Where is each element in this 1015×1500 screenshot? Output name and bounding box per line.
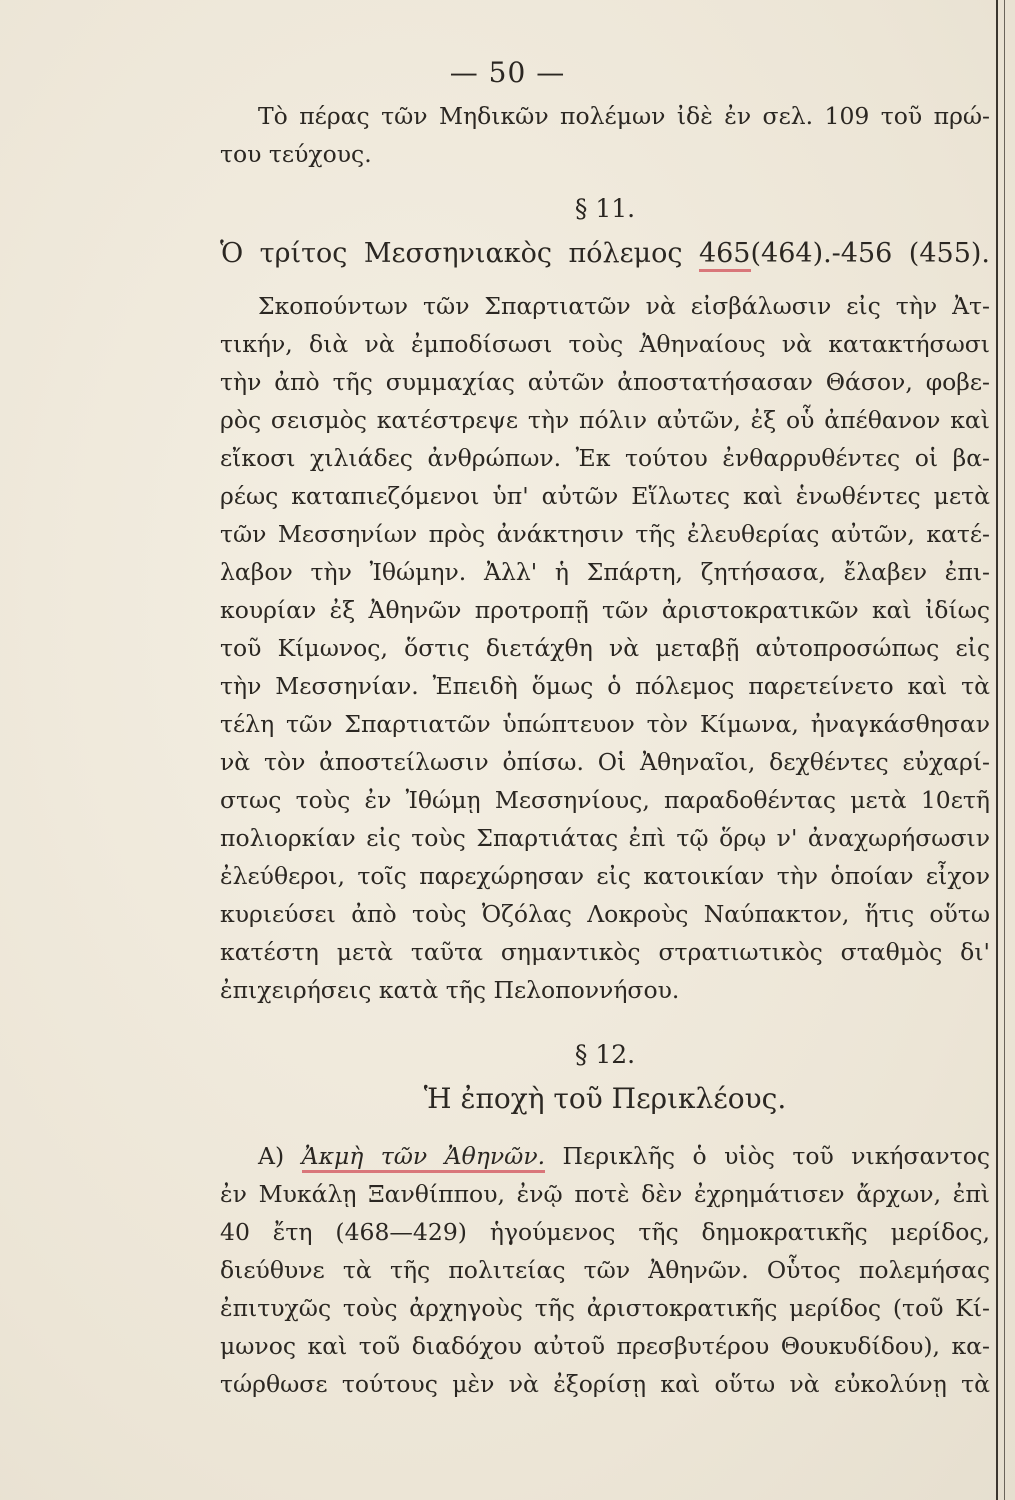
- body-line: μωνος καὶ τοῦ διαδόχου αὐτοῦ πρεσβυτέρου Θουκυδίδου), κα-: [220, 1332, 990, 1360]
- intro-line: Τὸ πέρας τῶν Μηδικῶν πολέμων ἰδὲ ἐν σελ. 109 τοῦ πρώ-: [258, 102, 990, 130]
- page-edge-rule-outer: [1004, 0, 1005, 1500]
- body-line-rest: Περικλῆς ὁ υἱὸς τοῦ νικήσαντος: [545, 1142, 990, 1170]
- intro-line: του τεύχους.: [220, 140, 372, 168]
- body-line: ἐν Μυκάλῃ Ξανθίππου, ἐνῷ ποτὲ δὲν ἐχρημάτισεν ἄρχων, ἐπὶ: [220, 1180, 990, 1208]
- body-line: τικήν, διὰ νὰ ἐμποδίσωσι τοὺς Ἀθηναίους νὰ κατακτήσωσι: [220, 330, 990, 358]
- body-line: τὴν Μεσσηνίαν. Ἐπειδὴ ὅμως ὁ πόλεμος παρετείνετο καὶ τὰ: [220, 672, 990, 700]
- body-line: λαβον τὴν Ἰθώμην. Ἀλλ' ἡ Σπάρτη, ζητήσασα, ἔλαβεν ἐπι-: [220, 558, 990, 586]
- body-line: ἐλεύθεροι, τοῖς παρεχώρησαν εἰς κατοικίαν τὴν ὁποίαν εἶχον: [220, 862, 990, 890]
- section-title-year: 465: [699, 238, 751, 272]
- body-line: τώρθωσε τούτους μὲν νὰ ἐξορίσῃ καὶ οὕτω νὰ εὐκολύνῃ τὰ: [220, 1370, 990, 1398]
- section-number: § 12.: [574, 1040, 636, 1069]
- body-line: Σκοπούντων τῶν Σπαρτιατῶν νὰ εἰσβάλωσιν εἰς τὴν Ἀτ-: [258, 292, 990, 320]
- page-edge-rule: [996, 0, 998, 1500]
- section-title-end: (464).-456 (455).: [750, 238, 990, 269]
- body-line: ρέως καταπιεζόμενοι ὑπ' αὐτῶν Εἵλωτες καὶ ἑνωθέντες μετὰ: [220, 482, 990, 510]
- body-line: τῶν Μεσσηνίων πρὸς ἀνάκτησιν τῆς ἐλευθερίας αὐτῶν, κατέ-: [220, 520, 990, 548]
- body-line: εἴκοσι χιλιάδες ἀνθρώπων. Ἐκ τούτου ἐνθαρρυθέντες οἱ βα-: [220, 444, 990, 472]
- body-line: κατέστη μετὰ ταῦτα σημαντικὸς στρατιωτικὸς σταθμὸς δι': [220, 938, 990, 966]
- section-number: § 11.: [574, 194, 636, 223]
- body-line: κουρίαν ἐξ Ἀθηνῶν προτροπῇ τῶν ἀριστοκρατικῶν καὶ ἰδίως: [220, 596, 990, 624]
- subsection-label: Α): [258, 1142, 302, 1170]
- page-number: — 50 —: [449, 56, 566, 89]
- body-line: ἐπιχειρήσεις κατὰ τῆς Πελοποννήσου.: [220, 976, 680, 1004]
- body-line: τὴν ἀπὸ τῆς συμμαχίας αὐτῶν ἀποστατήσασαν Θάσον, φοβε-: [220, 368, 990, 396]
- section-title: [220, 238, 990, 269]
- body-line: ἐπιτυχῶς τοὺς ἀρχηγοὺς τῆς ἀριστοκρατικῆς μερίδος (τοῦ Κί-: [220, 1294, 990, 1322]
- body-line-first: [258, 1142, 990, 1170]
- body-line: διεύθυνε τὰ τῆς πολιτείας τῶν Ἀθηνῶν. Οὗτος πολεμήσας: [220, 1256, 990, 1284]
- body-line: νὰ τὸν ἀποστείλωσιν ὀπίσω. Οἱ Ἀθηναῖοι, δεχθέντες εὐχαρί-: [220, 748, 990, 776]
- body-line: πολιορκίαν εἰς τοὺς Σπαρτιάτας ἐπὶ τῷ ὅρῳ ν' ἀναχωρήσωσιν: [220, 824, 990, 852]
- body-line: 40 ἔτη (468—429) ἡγούμενος τῆς δημοκρατικῆς μερίδος,: [220, 1218, 990, 1246]
- body-line: ρὸς σεισμὸς κατέστρεψε τὴν πόλιν αὐτῶν, ἐξ οὗ ἀπέθανον καὶ: [220, 406, 990, 434]
- body-line: τοῦ Κίμωνος, ὅστις διετάχθη νὰ μεταβῇ αὐτοπροσώπως εἰς: [220, 634, 990, 662]
- subsection-title: Ἀκμὴ τῶν Ἀθηνῶν.: [302, 1142, 545, 1173]
- section-title-start: Ὁ τρίτος Μεσσηνιακὸς πόλεμος: [220, 238, 699, 269]
- body-line: στως τοὺς ἐν Ἰθώμῃ Μεσσηνίους, παραδοθέντας μετὰ 10ετῆ: [220, 786, 990, 814]
- body-line: τέλη τῶν Σπαρτιατῶν ὑπώπτευον τὸν Κίμωνα, ἠναγκάσθησαν: [220, 710, 990, 738]
- body-line: κυριεύσει ἀπὸ τοὺς Ὀζόλας Λοκροὺς Ναύπακτον, ἥτις οὕτω: [220, 900, 990, 928]
- section-title: Ἡ ἐποχὴ τοῦ Περικλέους.: [423, 1082, 787, 1115]
